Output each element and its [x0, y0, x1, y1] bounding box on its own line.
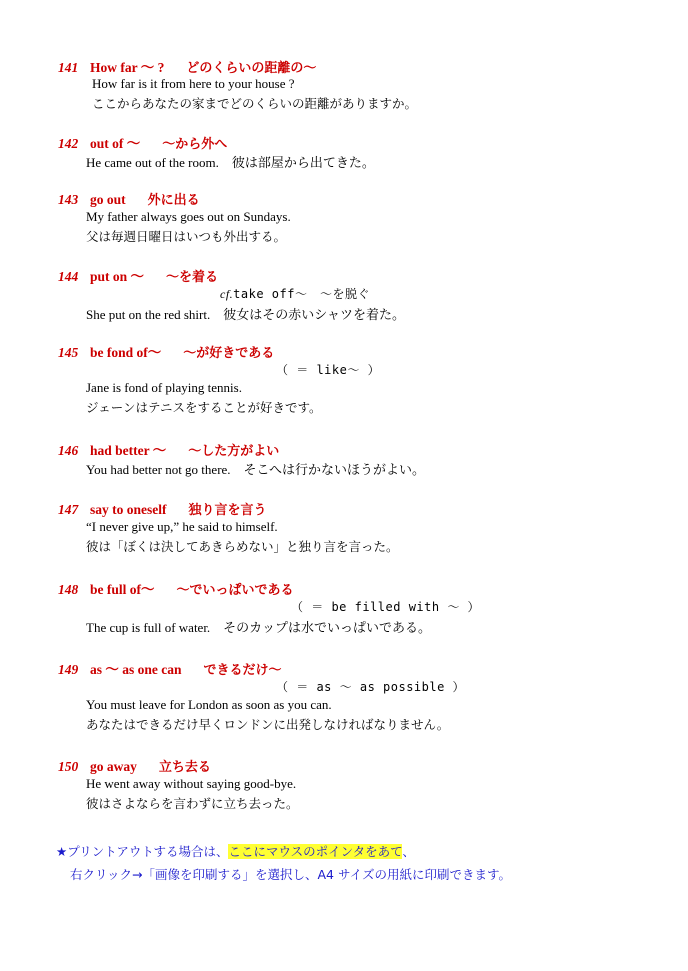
entry-meaning: 外に出る	[147, 193, 200, 208]
entry-meaning: 立ち去る	[158, 760, 211, 775]
entry-147-japanese: 彼は「ぼくは決してあきらめない」と独り言を言った。	[86, 539, 399, 554]
entry-meaning: できるだけ～	[203, 663, 282, 678]
entry-phrase: say to oneself	[90, 502, 167, 517]
entry-phrase: go out	[90, 192, 126, 207]
entry-149-note: （ ＝ as ～ as possible ）	[276, 680, 466, 694]
entry-149-japanese: あなたはできるだけ早くロンドンに出発しなければなりません。	[86, 717, 450, 732]
entry-144-example: She put on the red shirt. 彼女はその赤いシャツを着た。	[86, 307, 405, 322]
entry-146-example: You had better not go there. そこへは行かないほうがよい。	[86, 462, 426, 477]
entry-150-heading	[58, 756, 211, 775]
entry-number: 150	[58, 759, 79, 774]
entry-meaning: ～から外へ	[162, 137, 228, 152]
entry-143-english: My father always goes out on Sundays.	[86, 209, 291, 224]
entry-147-heading	[58, 499, 267, 518]
entry-149-heading	[58, 658, 282, 678]
entry-145-japanese: ジェーンはテニスをすることが好きです。	[86, 400, 322, 415]
entry-meaning: ～でいっぱいである	[176, 583, 294, 598]
entry-number: 145	[58, 345, 79, 360]
entry-meaning: ～を着る	[166, 270, 219, 285]
entry-144-heading	[58, 265, 218, 285]
entry-145-heading	[58, 341, 274, 361]
note-text: take off～ ～を脱ぐ	[233, 287, 370, 301]
entry-142-example: He came out of the room. 彼は部屋から出てきた。	[86, 155, 375, 170]
entry-141-japanese: ここからあなたの家までどのくらいの距離がありますか。	[92, 96, 418, 111]
entry-phrase: be full of～	[90, 582, 155, 597]
entry-number: 147	[58, 502, 79, 517]
entry-148-note: （ ＝ be filled with ～ ）	[291, 600, 481, 614]
entry-number: 146	[58, 443, 79, 458]
entry-number: 142	[58, 136, 79, 151]
entry-phrase: How far ～ ?	[90, 60, 165, 75]
entry-number: 141	[58, 60, 79, 75]
entry-phrase: put on ～	[90, 269, 145, 284]
entry-number: 144	[58, 269, 79, 284]
entry-150-japanese: 彼はさよならを言わずに立ち去った。	[86, 796, 299, 811]
entry-141-heading	[58, 56, 316, 76]
entry-141-english: How far is it from here to your house ?	[92, 76, 295, 91]
entry-number: 148	[58, 582, 79, 597]
entry-147-english: “I never give up,” he said to himself.	[86, 519, 278, 534]
entry-148-heading	[58, 578, 294, 598]
entry-meaning: ～した方がよい	[188, 444, 280, 459]
entry-145-english: Jane is fond of playing tennis.	[86, 380, 242, 395]
print-instruction-line1	[56, 842, 415, 860]
print-instruction-text: プリントアウトする場合は、	[67, 844, 229, 859]
entry-149-english: You must leave for London as soon as you can.	[86, 697, 332, 712]
entry-145-note: （ ＝ like～ ）	[276, 363, 381, 377]
entry-number: 143	[58, 192, 79, 207]
entry-148-example: The cup is full of water. そのカップは水でいっぱいである。	[86, 620, 432, 635]
entry-144-note	[220, 285, 370, 302]
entry-150-english: He went away without saying good-bye.	[86, 776, 297, 791]
entry-143-heading	[58, 189, 200, 208]
entry-phrase: as ～ as one can	[90, 662, 182, 677]
entry-number: 149	[58, 662, 79, 677]
entry-phrase: had better ～	[90, 443, 167, 458]
entry-phrase: be fond of～	[90, 345, 162, 360]
print-instruction-line2: 右クリック→「画像を印刷する」を選択し、A4 サイズの用紙に印刷できます。	[70, 867, 511, 882]
entry-phrase: go away	[90, 759, 137, 774]
entry-143-japanese: 父は毎週日曜日はいつも外出する。	[86, 229, 287, 244]
entry-142-heading	[58, 132, 227, 152]
entry-meaning: どのくらいの距離の～	[186, 61, 317, 76]
print-instruction-comma: 、	[402, 844, 415, 859]
print-image-link[interactable]: ここにマウスのポインタをあて	[228, 844, 403, 859]
cf-label: cf.	[220, 287, 234, 301]
star-icon: ★	[56, 844, 68, 859]
entry-146-heading	[58, 439, 279, 459]
entry-meaning: 独り言を言う	[188, 503, 267, 518]
entry-phrase: out of ～	[90, 136, 141, 151]
entry-meaning: ～が好きである	[183, 346, 275, 361]
